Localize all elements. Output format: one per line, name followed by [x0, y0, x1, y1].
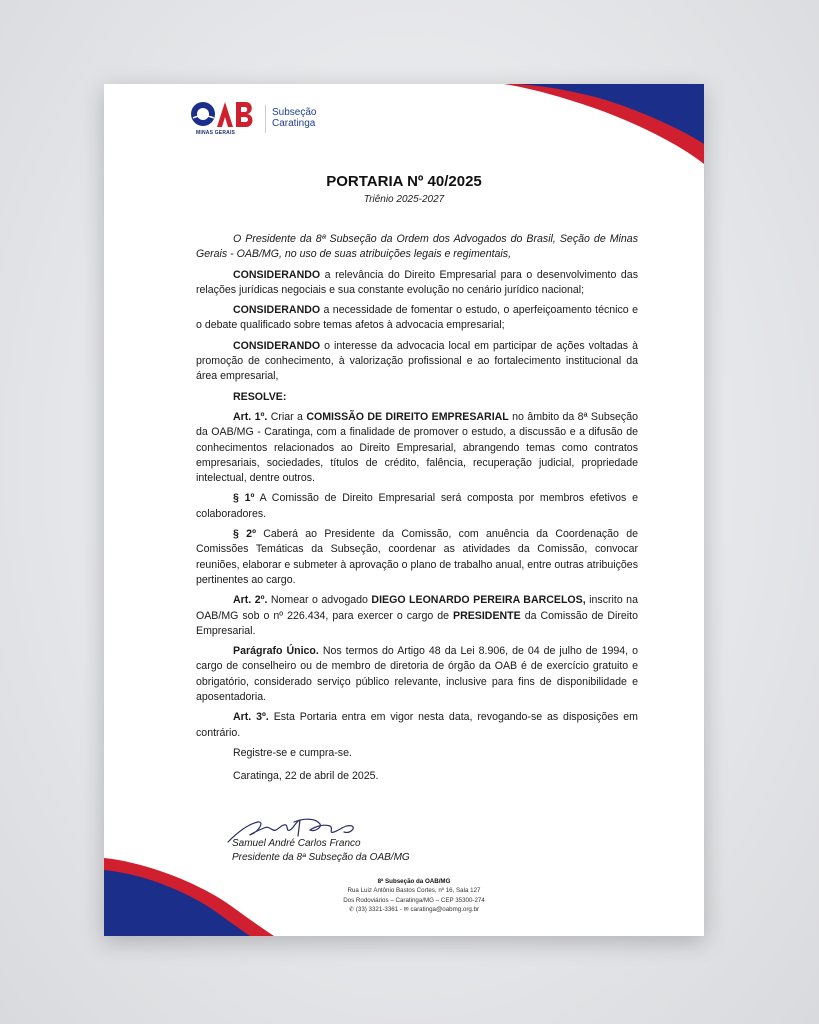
commission-name: COMISSÃO DE DIREITO EMPRESARIAL: [306, 410, 509, 423]
place-date: Caratinga, 22 de abril de 2025.: [233, 770, 379, 783]
oab-logo: [190, 100, 330, 144]
document-body: [196, 232, 638, 790]
subsecao-line-1: Subseção: [272, 107, 317, 118]
footer-address: [294, 877, 534, 914]
appointee-role: PRESIDENTE: [453, 609, 521, 622]
paragraph-1-label: § 1º: [233, 492, 255, 505]
article-2-label: Art. 2º.: [233, 594, 268, 607]
considerando-2: [196, 303, 638, 334]
paragraph-1: § 1º A Comissão de Direito Empresarial será composta por membros efetivos e colaboradores.: [196, 492, 638, 520]
logo-divider: [265, 105, 266, 133]
article-3: Art. 3º. Esta Portaria entra em vigor nesta data, revogando-se as disposições em contrário.: [196, 711, 638, 739]
paragraph-2: § 2º Caberá ao Presidente da Comissão, com anuência da Coordenação de Comissões Temáticas da Subseção, coordenar as atividades da Comissão, convocar reuniões, elaborar e submeter à aprovação o plano de trabalho anual, entre outras atribuições pertinentes ao cargo.: [196, 528, 638, 586]
footer-address-line-2: Dos Rodoviários – Caratinga/MG – CEP 35300-274: [343, 896, 485, 904]
document-title: PORTARIA Nº 40/2025: [326, 173, 482, 190]
resolve-heading: RESOLVE:: [233, 390, 287, 403]
paragrafo-unico: Parágrafo Único. Nos termos do Artigo 48 da Lei 8.906, de 04 de julho de 1994, o cargo de conselheiro ou de membro de diretoria de órgão da OAB é de exercício gratuito e obrigatório, considerado serviço público relevante, inclusive para fins de disponibilidade e aposentadoria.: [196, 645, 638, 704]
document-page: [104, 84, 704, 936]
paragrafo-unico-label: Parágrafo Único.: [233, 645, 319, 658]
oab-logo-mark: [190, 100, 258, 130]
closing-line: Registre-se e cumpra-se.: [233, 746, 352, 759]
considerando-label: CONSIDERANDO: [233, 304, 321, 317]
footer-contact: ✆ (33) 3321-3361 - ✉ caratinga@oabmg.org.br: [348, 905, 480, 913]
top-right-wave-decoration: [504, 84, 704, 164]
logo-state-label: MINAS GERAIS: [196, 130, 236, 136]
considerando-1-text: a relevância do Direito Empresarial para o desenvolvimento das relações jurídicas negociais e sua constante evolução no cenário jurídico nacional;: [196, 268, 638, 296]
considerando-3: [196, 339, 638, 385]
footer-address-line-1: Rua Luiz Antônio Bastos Cortes, nº 16, Sala 127: [347, 887, 481, 895]
considerando-1: [196, 268, 638, 299]
article-2: Art. 2º. Nomear o advogado DIEGO LEONARDO PEREIRA BARCELOS, inscrito na OAB/MG sob o nº 226.434, para exercer o cargo de PRESIDENTE da Comissão de Direito Empresarial.: [196, 594, 638, 637]
signer-name: Samuel André Carlos Franco: [232, 838, 361, 849]
subsecao-line-2: Caratinga: [272, 118, 316, 129]
signer-role: Presidente da 8ª Subseção da OAB/MG: [232, 852, 410, 863]
considerando-2-text: a necessidade de fomentar o estudo, o aperfeiçoamento técnico e o debate qualificado sobre temas afetos à advocacia empresarial;: [196, 304, 638, 332]
considerando-3-text: o interesse da advocacia local em participar de ações voltadas à promoção de conhecimento, à valorização profissional e ao fortalecimento institucional da área empresarial,: [196, 339, 638, 383]
paragraph-2-label: § 2º: [233, 528, 256, 541]
intro-paragraph: O Presidente da 8ª Subseção da Ordem dos Advogados do Brasil, Seção de Minas Gerais - OAB/MG, no uso de suas atribuições legais e regimentais,: [196, 233, 638, 261]
signature-block: [232, 812, 482, 870]
article-3-label: Art. 3º.: [233, 711, 269, 724]
article-1: Art. 1º. Criar a COMISSÃO DE DIREITO EMPRESARIAL no âmbito da 8ª Subseção da OAB/MG - Caratinga, com a finalidade de promover o estudo, a discussão e a difusão de conhecimentos relacionados ao Direito Empresarial, abrangendo temas como contratos empresariais, sociedades, títulos de crédito, falência, recuperação judicial, propriedade intelectual, dentre outros.: [196, 410, 638, 485]
subsecao-label: [272, 107, 316, 129]
footer-name: 8ª Subseção da OAB/MG: [377, 878, 451, 885]
article-1-label: Art. 1º.: [233, 410, 268, 423]
considerando-label: CONSIDERANDO: [233, 268, 321, 281]
considerando-label: CONSIDERANDO: [233, 339, 321, 352]
document-subtitle: Triênio 2025-2027: [363, 194, 445, 205]
appointee-name: DIEGO LEONARDO PEREIRA BARCELOS,: [371, 594, 586, 607]
